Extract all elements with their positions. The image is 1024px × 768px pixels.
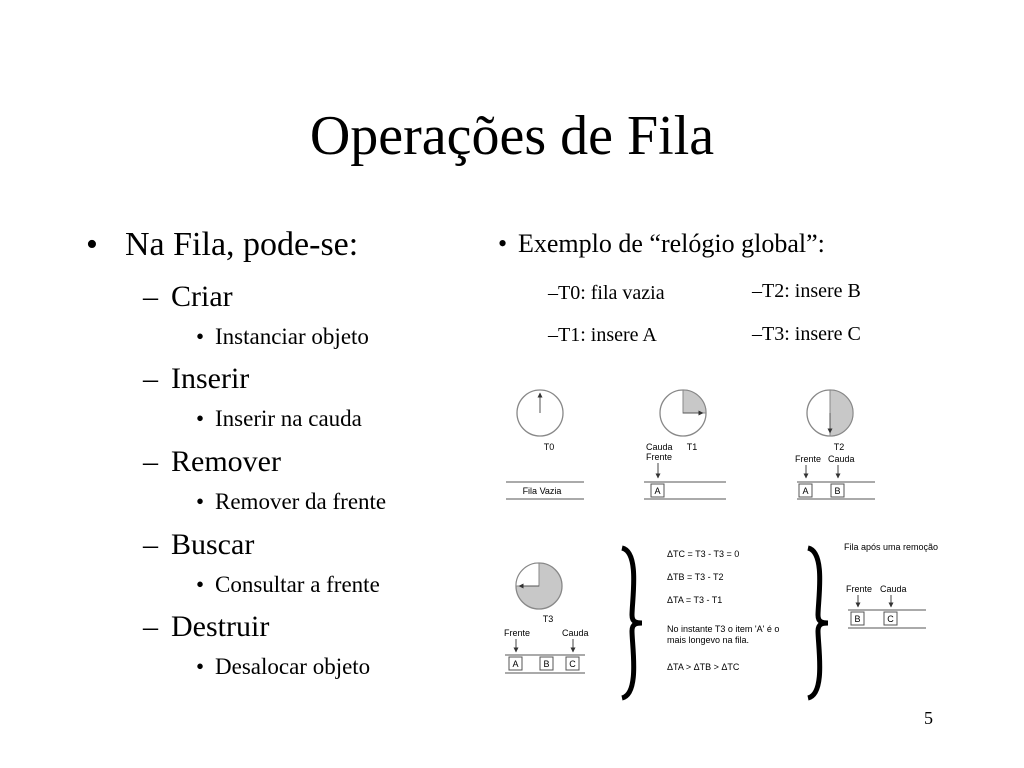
item-buscar: Buscar — [171, 528, 255, 561]
item-destruir-sub: Desalocar objeto — [215, 654, 371, 679]
label-t1: T1 — [686, 442, 698, 452]
cauda-label: Cauda — [880, 584, 907, 594]
frente-label: Frente — [504, 628, 531, 638]
clock-t1 — [660, 390, 706, 436]
main-bullet: Na Fila, pode-se: — [125, 226, 359, 263]
label-t2: T2 — [833, 442, 845, 452]
inequality: ΔTA > ΔTB > ΔTC — [667, 662, 740, 672]
frente-label: Frente — [646, 452, 673, 462]
sub-bullet-marker: • — [196, 572, 205, 597]
item-remover-sub: Remover da frente — [215, 489, 387, 514]
box-a-label: A — [654, 486, 661, 496]
brace-right — [808, 548, 828, 698]
item-inserir: Inserir — [171, 362, 250, 395]
frente-label: Frente — [846, 584, 873, 594]
sub-bullet-marker: • — [196, 406, 205, 431]
note-line-1: No instante T3 o item 'A' é o — [667, 624, 780, 634]
equation-tb: ΔTB = T3 - T2 — [667, 572, 724, 582]
slide-title: Operações de Fila — [309, 105, 715, 167]
bullet-marker: • — [86, 226, 98, 263]
dash-marker: – — [143, 362, 158, 395]
dash-marker: – — [143, 445, 158, 478]
box-a-label: A — [802, 486, 809, 496]
item-buscar-sub: Consultar a frente — [215, 572, 380, 597]
cauda-label: Cauda — [646, 442, 673, 452]
dash-marker: – — [143, 528, 158, 561]
box-c-label: C — [569, 659, 576, 669]
bullet-marker: • — [498, 229, 508, 258]
dash-marker: – — [143, 610, 158, 643]
box-b-label: B — [543, 659, 550, 669]
item-destruir: Destruir — [171, 610, 270, 643]
box-c-label: C — [887, 614, 894, 624]
clock-t3 — [516, 563, 562, 609]
clock-t2 — [807, 390, 853, 436]
box-b-label: B — [834, 486, 841, 496]
sub-bullet-marker: • — [196, 324, 205, 349]
time-t3: –T3: insere C — [752, 323, 861, 345]
clock-t0 — [517, 390, 563, 436]
fila-vazia-label: Fila Vazia — [522, 486, 562, 496]
time-t1: –T1: insere A — [548, 324, 657, 346]
box-b-label: B — [854, 614, 861, 624]
note-line-2: mais longevo na fila. — [667, 635, 750, 645]
item-inserir-sub: Inserir na cauda — [215, 406, 362, 431]
example-heading: Exemplo de “relógio global”: — [518, 229, 825, 258]
equation-ta: ΔTA = T3 - T1 — [667, 595, 723, 605]
label-t0: T0 — [543, 442, 555, 452]
equation-tc: ΔTC = T3 - T3 = 0 — [667, 549, 740, 559]
cauda-label: Cauda — [562, 628, 589, 638]
item-criar: Criar — [171, 280, 233, 313]
box-a-label: A — [512, 659, 519, 669]
brace-left — [622, 548, 642, 698]
dash-marker: – — [143, 280, 158, 313]
sub-bullet-marker: • — [196, 654, 205, 679]
after-removal-title: Fila após uma remoção — [844, 542, 939, 552]
item-criar-sub: Instanciar objeto — [215, 324, 369, 349]
frente-label: Frente — [795, 454, 822, 464]
label-t3: T3 — [542, 614, 554, 624]
item-remover: Remover — [171, 445, 281, 478]
time-t0: –T0: fila vazia — [548, 282, 665, 304]
cauda-label: Cauda — [828, 454, 855, 464]
page-number: 5 — [924, 708, 933, 728]
sub-bullet-marker: • — [196, 489, 205, 514]
time-t2: –T2: insere B — [752, 280, 861, 302]
